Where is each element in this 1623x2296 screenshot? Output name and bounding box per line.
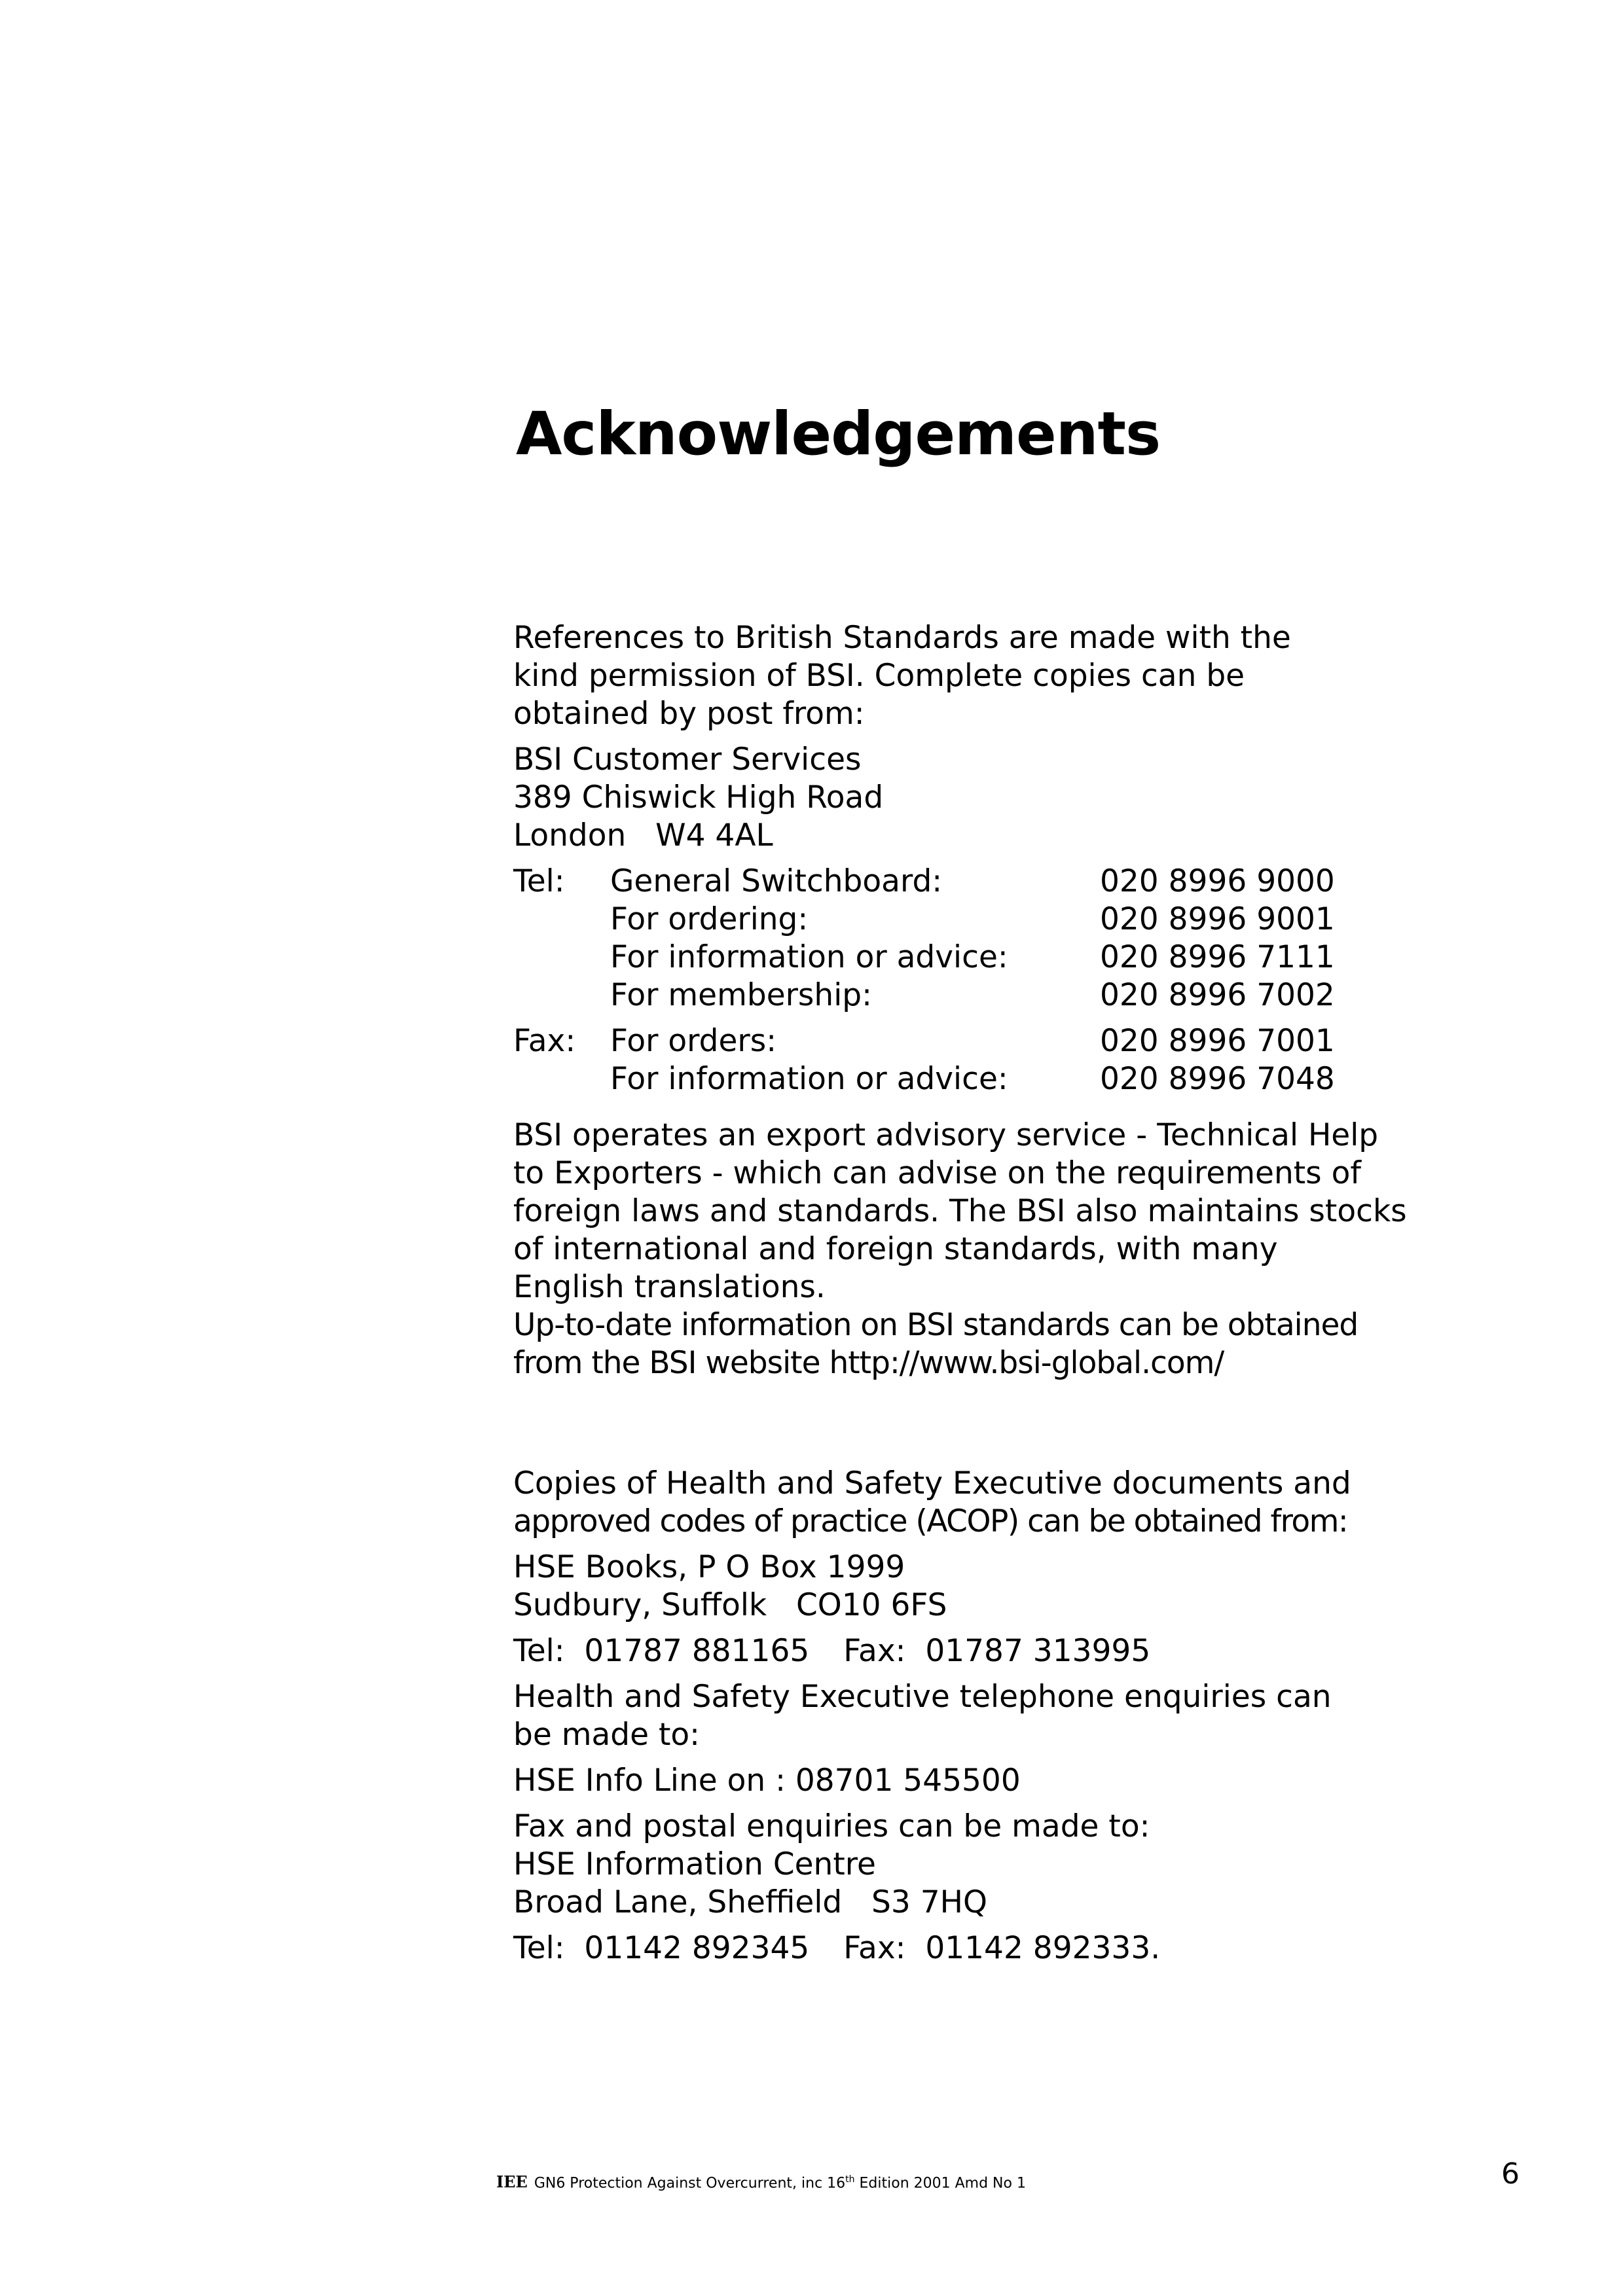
hse-centre-contact bbox=[513, 1929, 1417, 1967]
text-line: Health and Safety Executive telephone enquiries can bbox=[513, 1679, 1332, 1715]
page-footer bbox=[496, 2172, 1026, 2191]
contact-kind bbox=[513, 901, 610, 939]
text-line: of international and foreign standards, with many bbox=[513, 1231, 1278, 1267]
bsi-contact-table bbox=[513, 863, 1335, 1098]
contact-number: 020 8996 7048 bbox=[1100, 1061, 1335, 1097]
bsi-intro bbox=[513, 619, 1417, 733]
footer-text-main: GN6 Protection Against Overcurrent, inc 16 bbox=[534, 2175, 846, 2191]
page-number: 6 bbox=[1501, 2157, 1520, 2191]
text-line: approved codes of practice (ACOP) can be obtained from: bbox=[513, 1503, 1348, 1539]
contact-kind bbox=[513, 939, 610, 977]
fax-number: Fax: 01142 892333. bbox=[843, 1930, 1161, 1966]
text-line: References to British Standards are made with the bbox=[513, 620, 1291, 656]
address-line: HSE Information Centre bbox=[513, 1846, 876, 1882]
phone-number: Tel: 01142 892345 bbox=[513, 1930, 810, 1966]
text-line: BSI operates an export advisory service - Technical Help bbox=[513, 1117, 1379, 1153]
text-line: English translations. bbox=[513, 1269, 826, 1305]
contact-kind: Fax: bbox=[513, 1023, 576, 1059]
contact-description: For orders: bbox=[610, 1023, 777, 1059]
contact-description: For ordering: bbox=[610, 901, 809, 937]
address-line: BSI Customer Services bbox=[513, 742, 862, 778]
text-line: obtained by post from: bbox=[513, 696, 865, 732]
contact-kind bbox=[513, 1060, 610, 1098]
text-line: Up-to-date information on BSI standards can be obtained bbox=[513, 1307, 1359, 1343]
contact-row bbox=[513, 1060, 1335, 1098]
bsi-address bbox=[513, 741, 1417, 855]
text-line: foreign laws and standards. The BSI also maintains stocks bbox=[513, 1193, 1407, 1229]
contact-number: 020 8996 7111 bbox=[1100, 939, 1335, 975]
contact-row bbox=[513, 977, 1335, 1014]
info-line-number: HSE Info Line on : 08701 545500 bbox=[513, 1763, 1021, 1799]
hse-books-address bbox=[513, 1549, 1417, 1624]
contact-kind bbox=[513, 977, 610, 1014]
fax-number: Fax: 01787 313995 bbox=[843, 1633, 1151, 1669]
hse-postal-intro bbox=[513, 1808, 1417, 1846]
text-line: to Exporters - which can advise on the requirements of bbox=[513, 1155, 1361, 1191]
footer-text bbox=[534, 2174, 1026, 2191]
contact-number: 020 8996 9001 bbox=[1100, 901, 1335, 937]
hse-books-contact bbox=[513, 1632, 1417, 1670]
phone-number: Tel: 01787 881165 bbox=[513, 1633, 810, 1669]
page-title: Acknowledgements bbox=[516, 400, 1161, 469]
hse-intro bbox=[513, 1465, 1417, 1541]
iee-logo: IEE bbox=[496, 2172, 528, 2191]
contact-row bbox=[513, 1014, 1335, 1060]
main-content bbox=[513, 619, 1417, 1967]
contact-description: For membership: bbox=[610, 977, 872, 1013]
contact-description: For information or advice: bbox=[610, 939, 1008, 975]
text-line: kind permission of BSI. Complete copies can be bbox=[513, 658, 1245, 694]
hse-enquiries bbox=[513, 1678, 1417, 1754]
footer-superscript: th bbox=[845, 2174, 855, 2185]
hse-info-line bbox=[513, 1762, 1417, 1800]
address-line: 389 Chiswick High Road bbox=[513, 780, 884, 816]
text-line: Fax and postal enquiries can be made to: bbox=[513, 1808, 1150, 1844]
contact-number: 020 8996 7001 bbox=[1100, 1023, 1335, 1059]
contact-number: 020 8996 7002 bbox=[1100, 977, 1335, 1013]
address-line: HSE Books, P O Box 1999 bbox=[513, 1549, 905, 1585]
contact-description: General Switchboard: bbox=[610, 863, 943, 899]
contact-row bbox=[513, 863, 1335, 901]
address-line: London W4 4AL bbox=[513, 817, 773, 853]
text-line: Copies of Health and Safety Executive documents and bbox=[513, 1465, 1351, 1501]
bsi-website-line: from the BSI website http://www.bsi-global.com/ bbox=[513, 1345, 1224, 1381]
contact-kind: Tel: bbox=[513, 863, 565, 899]
contact-row bbox=[513, 939, 1335, 977]
address-line: Broad Lane, Sheffield S3 7HQ bbox=[513, 1884, 987, 1920]
hse-centre-address bbox=[513, 1846, 1417, 1922]
contact-description: For information or advice: bbox=[610, 1061, 1008, 1097]
bsi-export-service bbox=[513, 1117, 1417, 1382]
text-line: be made to: bbox=[513, 1717, 700, 1753]
footer-text-tail: Edition 2001 Amd No 1 bbox=[854, 2175, 1026, 2191]
contact-number: 020 8996 9000 bbox=[1100, 863, 1335, 899]
contact-row bbox=[513, 901, 1335, 939]
address-line: Sudbury, Suffolk CO10 6FS bbox=[513, 1587, 947, 1623]
